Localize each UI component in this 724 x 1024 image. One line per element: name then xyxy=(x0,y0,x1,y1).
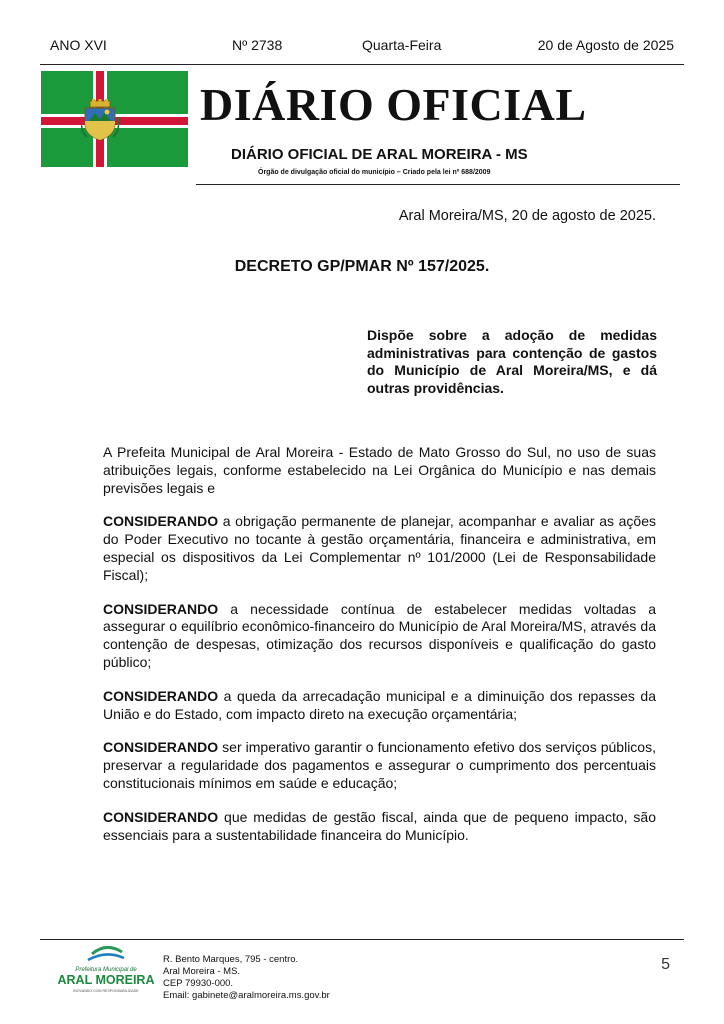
address-line: Aral Moreira - MS. xyxy=(163,966,241,977)
masthead-note: Órgão de divulgação oficial do município – Criado pela lei nº 688/2009 xyxy=(258,169,491,176)
decree-body xyxy=(103,444,656,860)
considerando-label: CONSIDERANDO xyxy=(103,687,219,704)
decree-summary: Dispõe sobre a adoção de medidas administrativas para contenção de gastos do Município de Aral Moreira/MS, e dá outras providências. xyxy=(367,327,657,396)
masthead-title: DIÁRIO OFICIAL xyxy=(200,79,587,130)
considerando-text: a queda da arrecadação municipal e a diminuição dos repasses da União e do Estado, com impacto direto na execução orçamentária; xyxy=(103,687,656,722)
edition-year: ANO XVI xyxy=(50,37,107,53)
edition-date: 20 de Agosto de 2025 xyxy=(537,37,674,53)
header-bottom-rule xyxy=(196,184,680,185)
logo-line-2: ARAL MOREIRA xyxy=(58,973,154,987)
page-number: 5 xyxy=(661,956,670,973)
considerando-text: a necessidade contínua de estabelecer medidas voltadas a assegurar o equilíbrio econômico-financeiro do Município de Aral Moreira/MS, através da contenção de despesas, otimização dos recursos disponíveis e qualificação do gasto público; xyxy=(103,600,656,670)
considerando-label: CONSIDERANDO xyxy=(103,513,219,530)
considerando-text: a obrigação permanente de planejar, acompanhar e avaliar as ações do Poder Executivo no tocante à gestão orçamentária, financeira e administrativa, em especial os dispositivos da Lei Complementar nº 101/2000 (Lei de Responsabilidade Fiscal); xyxy=(103,513,656,583)
place-and-date: Aral Moreira/MS, 20 de agosto de 2025. xyxy=(398,208,656,224)
prefeitura-logo xyxy=(58,944,154,1000)
considerando-label: CONSIDERANDO xyxy=(103,600,219,617)
considerando-paragraph xyxy=(103,601,656,672)
municipal-flag xyxy=(41,71,188,167)
edition-weekday: Quarta-Feira xyxy=(362,37,442,53)
masthead-subtitle: DIÁRIO OFICIAL DE ARAL MOREIRA - MS xyxy=(231,146,528,163)
decree-title: DECRETO GP/PMAR Nº 157/2025. xyxy=(234,258,490,275)
email-line: Email: gabinete@aralmoreira.ms.gov.br xyxy=(163,990,330,1001)
header-top-rule xyxy=(40,64,684,65)
coat-of-arms-icon xyxy=(81,99,119,141)
considerando-label: CONSIDERANDO xyxy=(103,808,219,825)
preamble-paragraph: A Prefeita Municipal de Aral Moreira - Estado de Mato Grosso do Sul, no uso de suas atribuições legais, conforme estabelecido na Lei Orgânica do Município e nas demais previsões legais e xyxy=(103,444,656,496)
edition-bar xyxy=(40,37,684,55)
considerando-paragraph xyxy=(103,513,656,584)
edition-number: Nº 2738 xyxy=(232,37,283,53)
footer-rule xyxy=(40,939,684,940)
address-line: R. Bento Marques, 795 - centro. xyxy=(163,954,299,965)
considerando-paragraph xyxy=(103,809,656,845)
considerando-text: ser imperativo garantir o funcionamento efetivo dos serviços públicos, preservar a regularidade dos pagamentos e assegurar o cumprimento dos percentuais constitucionais mínimos em saúde e educação; xyxy=(103,739,656,791)
considerando-paragraph xyxy=(103,688,656,724)
considerando-paragraph xyxy=(103,739,656,792)
considerando-text: que medidas de gestão fiscal, ainda que de pequeno impacto, são essenciais para a sustentabilidade financeira do Município. xyxy=(103,808,656,843)
footer-address xyxy=(163,954,330,1002)
address-line: CEP 79930-000. xyxy=(163,978,234,989)
considerando-label: CONSIDERANDO xyxy=(103,739,219,756)
logo-line-1: Prefeitura Municipal de xyxy=(75,967,137,973)
logo-line-3: INOVANDO COM RESPONSABILIDADE xyxy=(73,989,139,993)
